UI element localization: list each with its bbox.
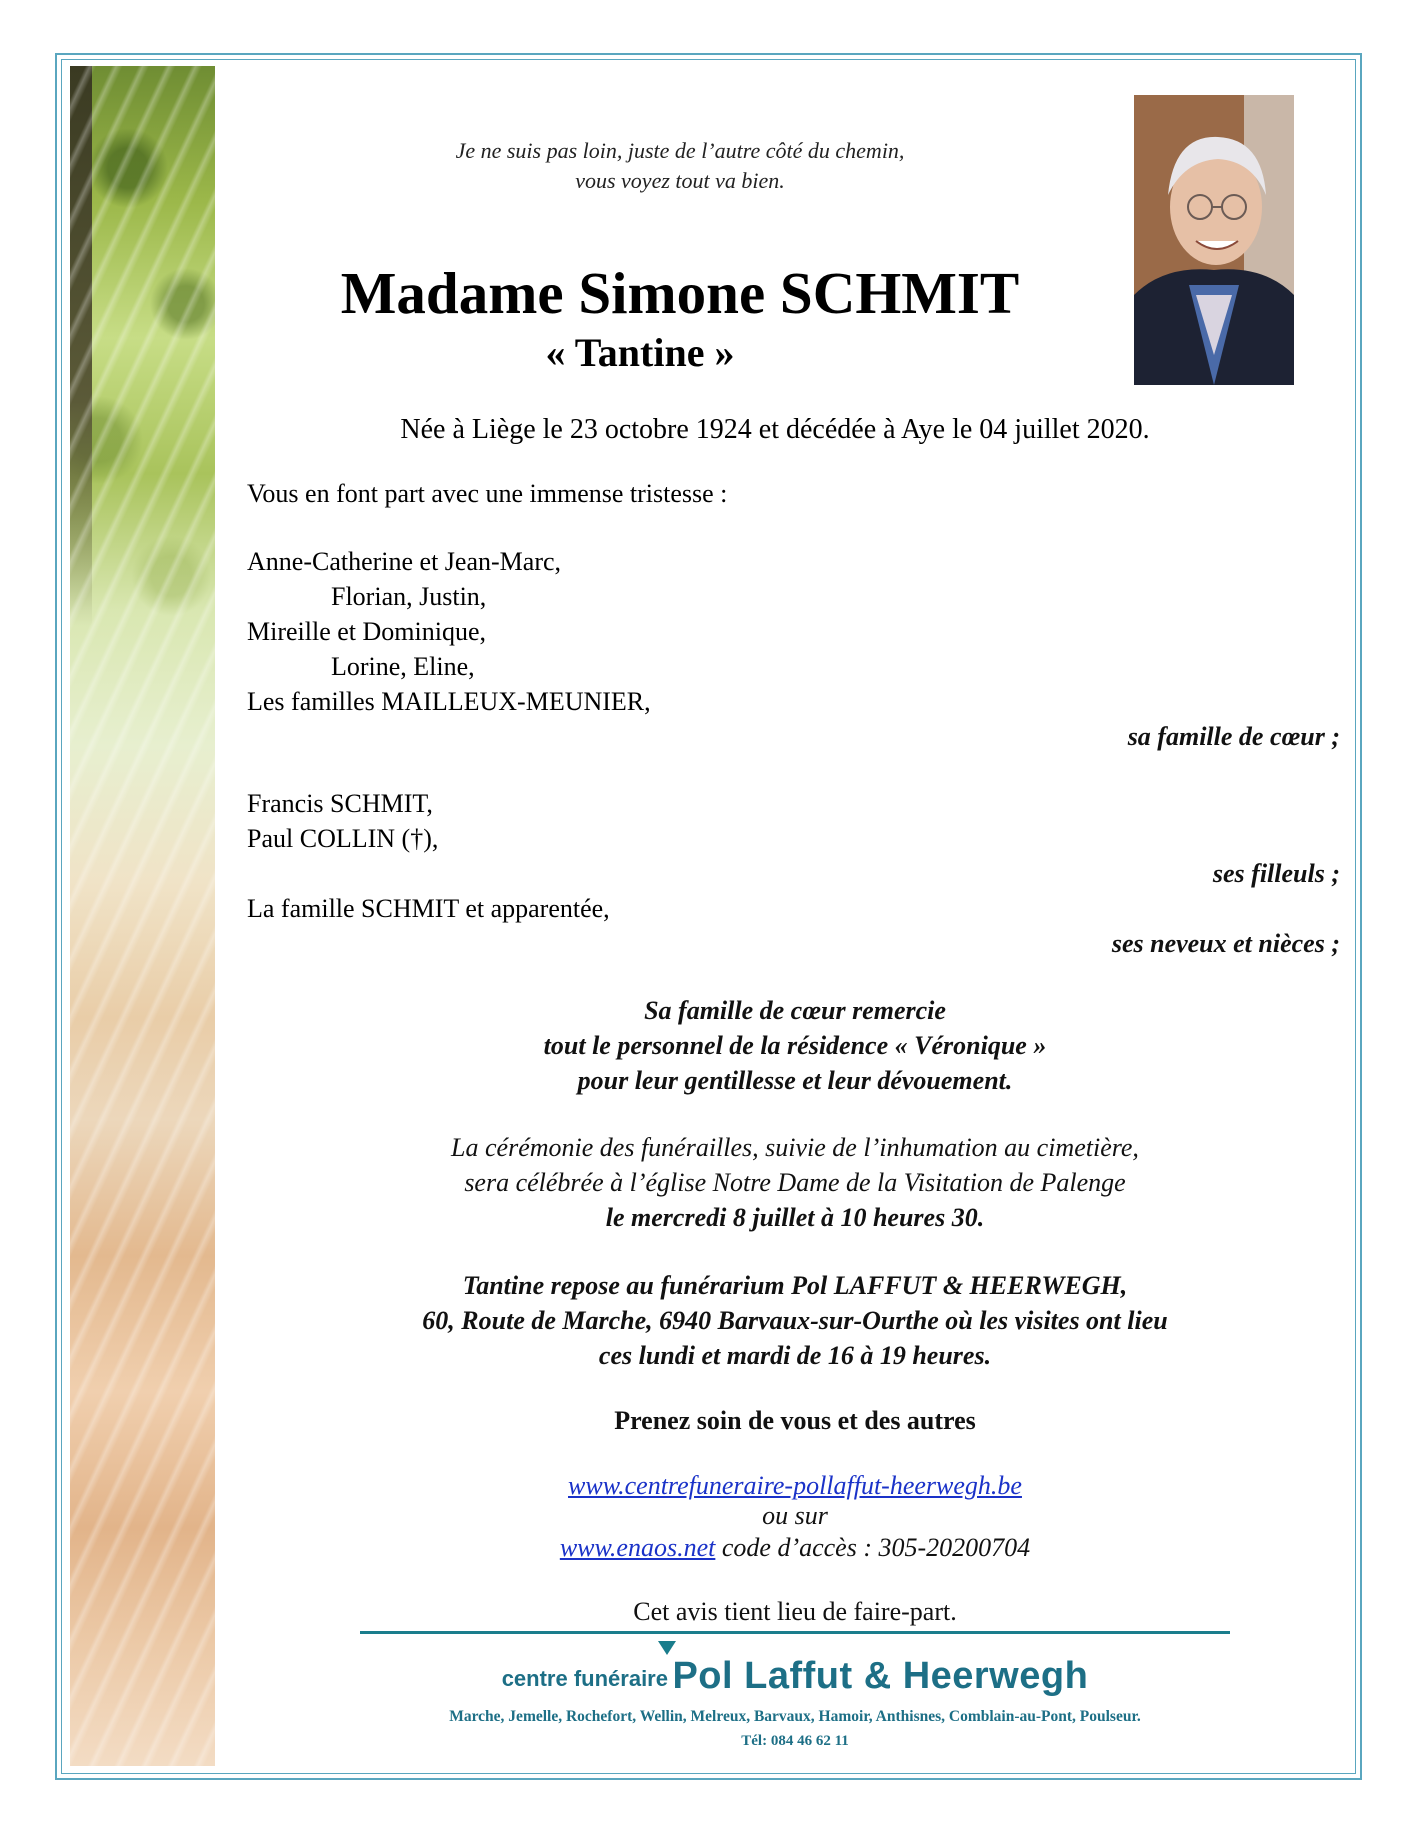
logo-prefix: centre funéraire [501, 1666, 668, 1691]
care-message: Prenez soin de vous et des autres [614, 1406, 976, 1435]
ceremony-line-1: La cérémonie des funérailles, suivie de l’inhumation au cimetière, [451, 1133, 1139, 1162]
footer-phone: Tél: 084 46 62 11 [741, 1733, 849, 1749]
portrait-photo [1134, 95, 1294, 385]
ceremony-date: le mercredi 8 juillet à 10 heures 30. [605, 1203, 985, 1232]
verse-line-1: Je ne suis pas loin, juste de l’autre côté du chemin, [455, 138, 905, 163]
family-line: Francis SCHMIT, [247, 789, 433, 818]
closing-note: Cet avis tient lieu de faire-part. [633, 1597, 957, 1626]
forest-path-image [70, 66, 215, 1766]
enaos-link[interactable]: www.enaos.net [559, 1533, 716, 1562]
or-text: ou sur [762, 1501, 828, 1530]
family-line: Les familles MAILLEUX-MEUNIER, [247, 687, 651, 716]
relation-label: sa famille de cœur ; [1127, 722, 1340, 751]
funerarium-line: Tantine repose au funérarium Pol LAFFUT & HEERWEGH, [462, 1271, 1128, 1300]
thanks-line: tout le personnel de la résidence « Véronique » [543, 1031, 1047, 1060]
relation-label: ses neveux et nièces ; [1111, 929, 1340, 958]
thanks-line: pour leur gentillesse et leur dévouement. [577, 1066, 1013, 1095]
birth-death-line: Née à Liège le 23 octobre 1924 et décédée à Aye le 04 juillet 2020. [400, 414, 1150, 445]
enaos-line [300, 1530, 1290, 1565]
funeral-home-logo [300, 1655, 1290, 1698]
family-line: La famille SCHMIT et apparentée, [247, 894, 610, 923]
deceased-name: Madame Simone SCHMIT [340, 260, 1020, 326]
family-line: Anne-Catherine et Jean-Marc, [247, 547, 562, 576]
footer-towns: Marche, Jemelle, Rochefort, Wellin, Melreux, Barvaux, Hamoir, Anthisnes, Comblain-au-Pont, Poulseur. [449, 1708, 1141, 1725]
deceased-nickname: « Tantine » [545, 330, 735, 375]
logo-brand: Pol Laffut & Heerwegh [672, 1655, 1089, 1697]
funerarium-line: ces lundi et mardi de 16 à 19 heures. [598, 1341, 992, 1370]
footer-divider [360, 1631, 1230, 1634]
thanks-line: Sa famille de cœur remercie [644, 996, 946, 1025]
family-line: Lorine, Eline, [331, 652, 475, 681]
announce-line: Vous en font part avec une immense tristesse : [247, 479, 728, 508]
funeral-home-website-link[interactable]: www.centrefuneraire-pollaffut-heerwegh.be [568, 1471, 1022, 1500]
verse-line-2: vous voyez tout va bien. [575, 168, 785, 193]
relation-label: ses filleuls ; [1212, 859, 1340, 888]
access-code: code d’accès : 305-20200704 [721, 1533, 1031, 1562]
funerarium-line: 60, Route de Marche, 6940 Barvaux-sur-Ourthe où les visites ont lieu [422, 1306, 1168, 1335]
family-line: Mireille et Dominique, [247, 617, 487, 646]
family-line: Florian, Justin, [331, 582, 487, 611]
family-line: Paul COLLIN (†), [247, 824, 439, 853]
footer-triangle-icon [658, 1641, 676, 1655]
ceremony-line-2: sera célébrée à l’église Notre Dame de la Visitation de Palenge [464, 1168, 1126, 1197]
